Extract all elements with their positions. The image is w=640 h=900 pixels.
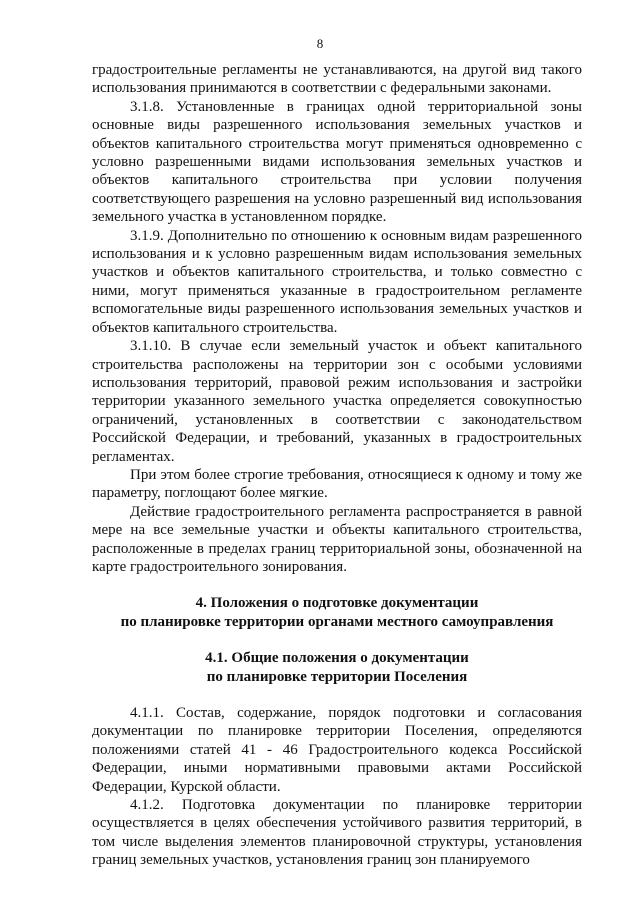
section-heading bbox=[92, 594, 582, 631]
section-heading-line-2: по планировке территории органами местного самоуправления bbox=[120, 613, 554, 630]
paragraph-stricter-requirements: При этом более строгие требования, относящиеся к одному и тому же параметру, поглощают более мягкие. bbox=[92, 466, 582, 502]
page-number: 8 bbox=[316, 36, 324, 51]
subsection-heading bbox=[92, 649, 582, 686]
subsection-heading-line-1: 4.1. Общие положения о документации bbox=[205, 650, 469, 667]
paragraph-3-1-10: 3.1.10. В случае если земельный участок и объект капитального строительства расположены на территории зон с особыми условиями использования территорий, правовой режим использования и застройки территории указанного земельного участка определяется совокупностью ограничений, установленных в соответствии с законодательством Российской Федерации, и требований, указанных в градостроительных регламентах. bbox=[92, 338, 582, 465]
paragraph-4-1-1: 4.1.1. Состав, содержание, порядок подготовки и согласования документации по планировке территории Поселения, определяются положениями статей 41 - 46 Градостроительного кодекса Российской Федерации, иными нормативными правовыми актами Российской Федерации, Курской области. bbox=[92, 705, 582, 795]
paragraph-4-1-2: 4.1.2. Подготовка документации по планировке территории осуществляется в целях обеспечения устойчивого развития территорий, в том числе выделения элементов планировочной структуры, установления границ земельных участков, установления границ зон планируемого bbox=[92, 797, 582, 869]
paragraph-3-1-9: 3.1.9. Дополнительно по отношению к основным видам разрешенного использования и к условно разрешенным видам использования земельных участков и объектов капитального строительства, и только совместно с ними, могут применяться указанные в градостроительном регламенте вспомогательные виды разрешенного использования земельных участков и объектов капитального строительства. bbox=[92, 227, 582, 336]
document-body bbox=[92, 61, 582, 870]
paragraph-regulation-scope: Действие градостроительного регламента распространяется в равной мере на все земельные участки и объекты капитального строительства, расположенные в пределах границ территориальной зоны, обозначенной на карте градостроительного зонирования. bbox=[92, 503, 582, 575]
subsection-heading-line-2: по планировке территории Поселения bbox=[206, 668, 468, 685]
paragraph-3-1-8: 3.1.8. Установленные в границах одной территориальной зоны основные виды разрешенного использования земельных участков и объектов капитального строительства могут применяться одновременно с условно разрешенными видами использования земельных участков и объектов капитального строительства при условии получения соответствующего разрешения на условно разрешенный вид использования земельного участка в установленном порядке. bbox=[92, 98, 582, 226]
section-heading-line-1: 4. Положения о подготовке документации bbox=[195, 595, 479, 612]
paragraph-continuation: градостроительные регламенты не устанавливаются, на другой вид такого использования принимаются в соответствии с федеральными законами. bbox=[92, 62, 582, 97]
